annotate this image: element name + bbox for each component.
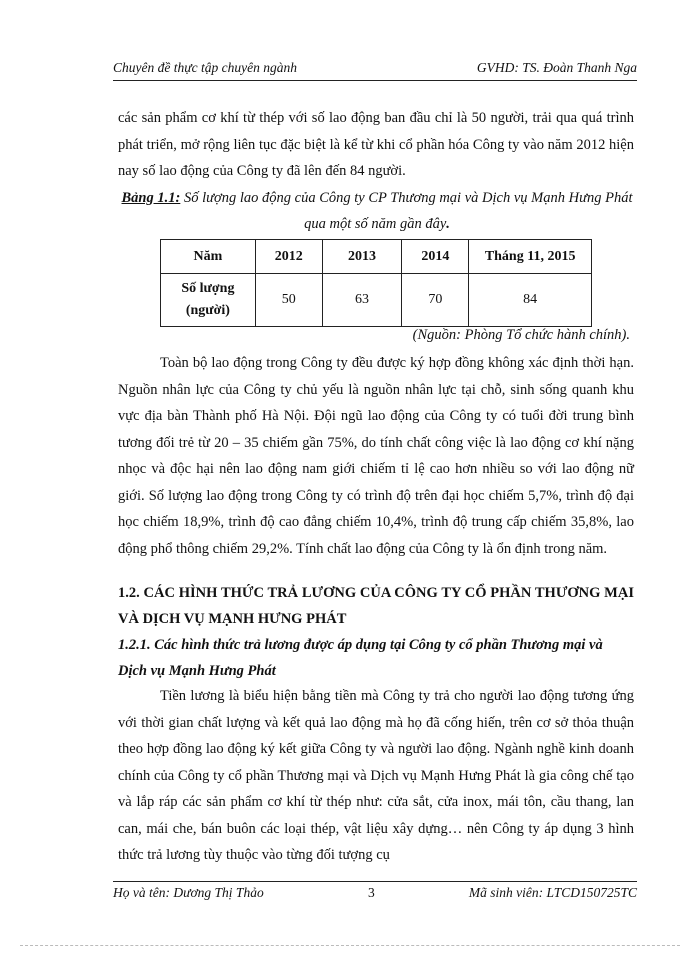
header-right-advisor: GVHD: TS. Đoàn Thanh Nga xyxy=(476,60,637,75)
footer-student-name: Họ và tên: Dương Thị Thảo xyxy=(113,885,264,900)
section-heading-1-2: 1.2. CÁC HÌNH THỨC TRẢ LƯƠNG CỦA CÔNG TY CỔ PHẦN THƯƠNG MẠI VÀ DỊCH VỤ MẠNH HƯNG PHÁT xyxy=(118,585,634,627)
footer-divider xyxy=(113,881,637,882)
table-header-row xyxy=(161,240,592,274)
table-caption xyxy=(120,185,634,237)
row-label-line-2: (người) xyxy=(185,303,230,318)
header-divider xyxy=(113,80,637,81)
row-label-line-1: Số lượng xyxy=(181,281,235,296)
table-header-cell: Năm xyxy=(161,240,256,274)
table-row-label xyxy=(161,274,256,327)
table-header-cell: Tháng 11, 2015 xyxy=(469,240,592,274)
table-caption-text: Số lượng lao động của Công ty CP Thương mại và Dịch vụ Mạnh Hưng Phát qua một số năm gần đây xyxy=(180,190,633,232)
page-number: 3 xyxy=(368,885,375,900)
table-caption-end: . xyxy=(446,216,450,232)
header-left-title: Chuyên đề thực tập chuyên ngành xyxy=(113,60,297,75)
table-header-cell: 2013 xyxy=(322,240,402,274)
table-header-cell: 2012 xyxy=(255,240,322,274)
table-cell: 63 xyxy=(322,274,402,327)
workforce-paragraph: Toàn bộ lao động trong Công ty đều được ký hợp đồng không xác định thời hạn. Nguồn nhân lực của Công ty chủ yếu là nguồn nhân lực tại chỗ, sinh sống quanh khu vực địa bàn Thành phố Hà Nội. Đội ngũ lao động của Công ty có tuổi đời trung bình tương đối trẻ từ 20 – 35 chiếm gần 75%, do tính chất công việc là lao động cơ khí nặng nhọc và độc hại nên lao động nam giới chiếm tỉ lệ cao hơn nhiều so với lao động nữ giới. Số lượng lao động trong Công ty có trình độ trên đại học chiếm 5,7%, trình độ đại học chiếm 18,9%, trình độ cao đẳng chiếm 10,4%, trình độ trung cấp chiếm 35,8%, lao động phổ thông chiếm 29,2%. Tính chất lao động của Công ty là ổn định trong năm. xyxy=(118,355,634,557)
workforce-table xyxy=(160,239,592,327)
table-cell: 84 xyxy=(469,274,592,327)
table-header-cell: 2014 xyxy=(402,240,469,274)
footer-student-id: Mã sinh viên: LTCD150725TC xyxy=(468,885,637,900)
page-break-line xyxy=(20,945,680,946)
table-source: (Nguồn: Phòng Tổ chức hành chính). xyxy=(412,327,630,343)
intro-paragraph: các sản phẩm cơ khí từ thép với số lao động ban đầu chỉ là 50 người, trải qua quá trình phát triển, mở rộng liên tục đặc biệt là kể từ khi cổ phần hóa Công ty vào năm 2012 hiện nay số lao động của Công ty đã lên đến 84 người. xyxy=(118,110,634,179)
salary-paragraph: Tiền lương là biểu hiện bằng tiền mà Công ty trả cho người lao động tương ứng với thời gian chất lượng và kết quả lao động mà họ đã cống hiến, trên cơ sở thỏa thuận theo hợp đồng lao động ký kết giữa Công ty và người lao động. Ngành nghề kinh doanh chính của Công ty cổ phần Thương mại và Dịch vụ Mạnh Hưng Phát là gia công chế tạo và lắp ráp các sản phẩm cơ khí từ thép như: cửa sắt, cửa inox, mái tôn, cầu thang, lan can, mái che, bán buôn các loại thép, vật liệu xây dựng… nên Công ty áp dụng 3 hình thức trả lương tùy thuộc vào từng đối tượng cụ xyxy=(118,688,634,863)
table-cell: 50 xyxy=(255,274,322,327)
table-caption-label: Bảng 1.1: xyxy=(121,190,181,206)
table-cell: 70 xyxy=(402,274,469,327)
table-row xyxy=(161,274,592,327)
subsection-heading-1-2-1: 1.2.1. Các hình thức trả lương được áp dụng tại Công ty cổ phần Thương mại và Dịch vụ Mạnh Hưng Phát xyxy=(118,637,603,679)
